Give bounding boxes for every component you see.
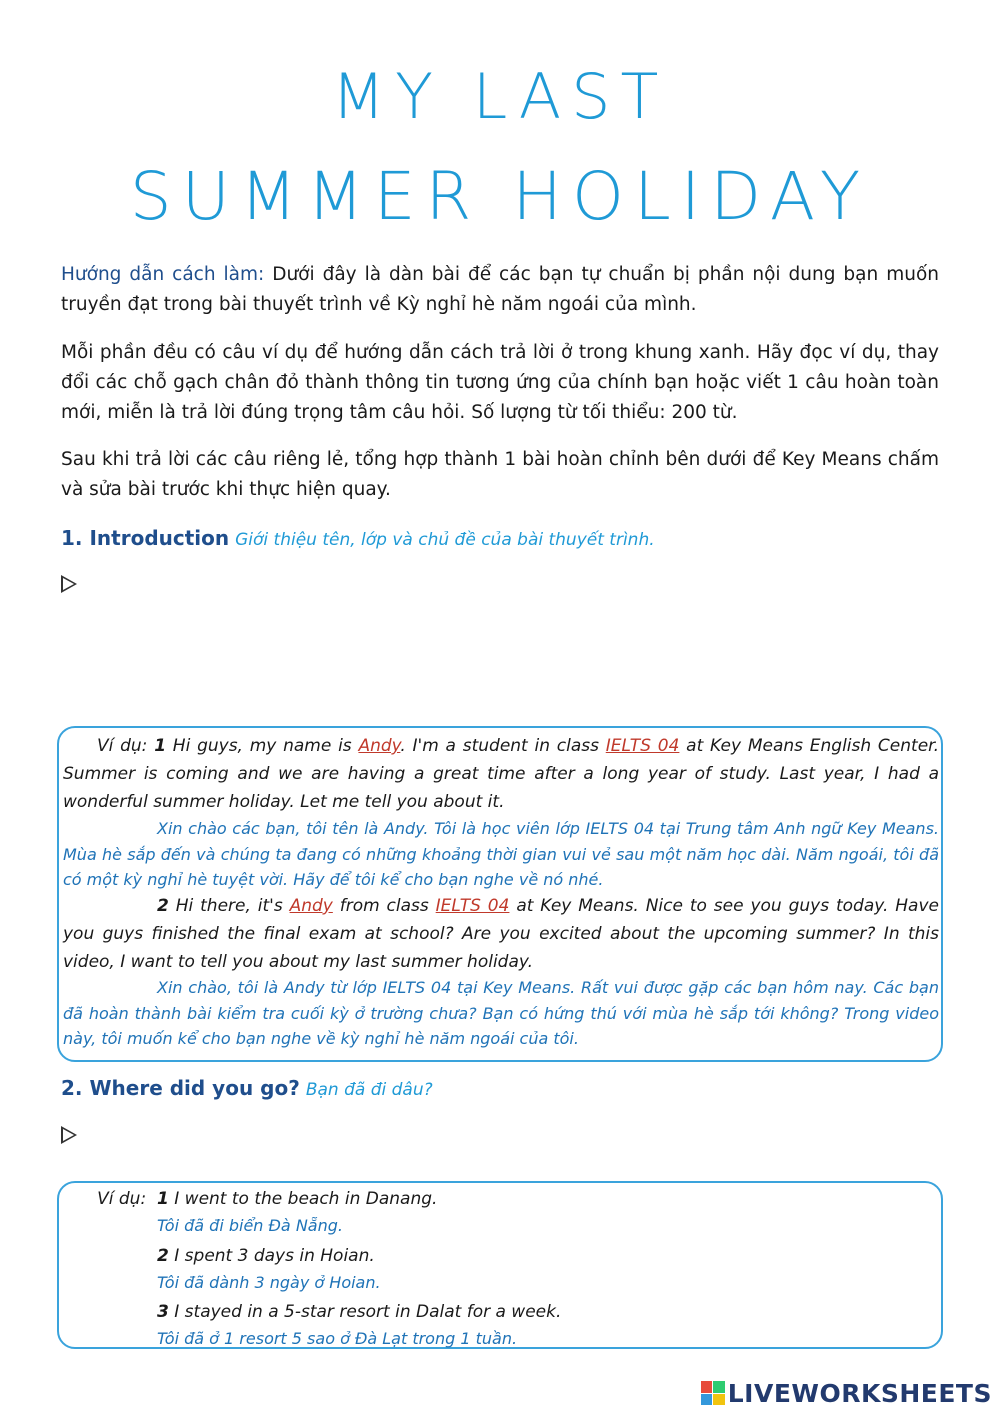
list-item <box>63 1185 939 1213</box>
example-text: from class <box>332 896 436 916</box>
list-item <box>63 1298 939 1326</box>
example-number: 2 <box>157 1245 169 1266</box>
section-1-heading <box>61 526 655 550</box>
example-text: . I'm a student in class <box>400 736 606 756</box>
underlined-class: IELTS 04 <box>435 896 510 916</box>
compile-guide-paragraph: Sau khi trả lời các câu riêng lẻ, tổng hợp thành 1 bài hoàn chỉnh bên dưới để Key Means chấm và sửa bài trước khi thực hiện quay. <box>61 449 939 500</box>
title-line-1: MY LAST <box>331 60 669 133</box>
example-guide-paragraph: Mỗi phần đều có câu ví dụ để hướng dẫn cách trả lời ở trong khung xanh. Hãy đọc ví dụ, thay đổi các chỗ gạch chân đỏ thành thông tin tương ứng của chính bạn hoặc viết 1 câu hoàn toàn mới, miễn là trả lời đúng trọng tâm câu hỏi. Số lượng từ tối thiểu: 200 từ. <box>61 342 939 423</box>
example-text: I stayed in a 5-star resort in Dalat for a week. <box>174 1302 562 1322</box>
example-1-english <box>63 732 939 816</box>
underlined-name: Andy <box>289 896 333 916</box>
section-1-title: 1. Introduction <box>61 526 230 550</box>
play-triangle-icon[interactable] <box>61 1126 77 1144</box>
underlined-name: Andy <box>358 736 401 756</box>
example-text: Hi there, it's <box>168 896 290 916</box>
section-1-hint: Giới thiệu tên, lớp và chủ đề của bài thuyết trình. <box>235 530 655 550</box>
example-number: 3 <box>157 1302 169 1322</box>
example-text: at Key Means English Center. Summer is coming and we are having a great time after a long year of study. Last year, I had a wonderful summer holiday. Let me tell you about it. <box>63 736 939 812</box>
example-translation: Xin chào các bạn, tôi tên là Andy. Tôi là học viên lớp IELTS 04 tại Trung tâm Anh ngữ Key Means. Mùa hè sắp đến và chúng ta đang có những khoảng thời gian vui vẻ sau một năm học dài. Năm ngoái, tôi đã có một kỳ nghỉ hè tuyệt vời. Hãy để tôi kể cho bạn nghe về nó nhé. <box>63 819 939 889</box>
example-translation: Xin chào, tôi là Andy từ lớp IELTS 04 tại Key Means. Rất vui được gặp các bạn hôm nay. Các bạn đã hoàn thành bài kiểm tra cuối kỳ ở trường chưa? Bạn có hứng thú với mùa hè sắp tới không? Trong video này, tôi muốn kể cho bạn nghe về kỳ nghỉ hè năm ngoái của tôi. <box>63 978 939 1048</box>
section-2-hint: Bạn đã đi dâu? <box>305 1080 433 1100</box>
example-1-vietnamese <box>63 816 939 893</box>
instructions-text: Dưới đây là dàn bài để các bạn tự chuẩn bị phần nội dung bạn muốn truyền đạt trong bài thuyết trình về Kỳ nghỉ hè năm ngoái của mình. <box>61 264 939 315</box>
example-label: Ví dụ: <box>97 1189 147 1209</box>
example-label: Ví dụ: <box>97 736 148 756</box>
instructions-label: Hướng dẫn cách làm: <box>61 264 265 285</box>
underlined-class: IELTS 04 <box>605 736 680 756</box>
example-label-wrap <box>63 1185 157 1213</box>
list-item-translation: Tôi đã đi biển Đà Nẵng. <box>157 1216 343 1235</box>
play-triangle-icon[interactable] <box>61 575 77 593</box>
section-2-heading <box>61 1076 433 1100</box>
list-item <box>63 1242 939 1270</box>
title-line-2: SUMMER HOLIDAY <box>129 158 871 235</box>
list-item-translation: Tôi đã dành 3 ngày ở Hoian. <box>157 1272 381 1292</box>
example-2-english <box>63 892 939 976</box>
example-list-where <box>63 1185 939 1352</box>
list-item-translation: Tôi đã ở 1 resort 5 sao ở Đà Lạt trong 1 tuần. <box>157 1329 518 1348</box>
example-number: 1 <box>157 1189 169 1209</box>
example-text: at Key Means. Nice to see you guys today. Have you guys finished the final exam at school? Are you excited about the upcoming summer? In this video, I want to tell you about my last summer holiday. <box>63 896 939 972</box>
example-2-vietnamese <box>63 975 939 1052</box>
example-text: I went to the beach in Danang. <box>174 1189 438 1209</box>
section-2-title: 2. Where did you go? <box>61 1076 300 1100</box>
liveworksheets-logo[interactable] <box>701 1378 992 1408</box>
instructions-paragraph <box>61 260 939 320</box>
example-number: 2 <box>157 896 169 916</box>
example-text: Hi guys, my name is <box>166 736 359 756</box>
logo-text: LIVEWORKSHEETS <box>727 1378 992 1408</box>
logo-blocks-icon <box>701 1381 725 1405</box>
example-number: 1 <box>154 736 167 756</box>
example-text: I spent 3 days in Hoian. <box>174 1245 375 1266</box>
